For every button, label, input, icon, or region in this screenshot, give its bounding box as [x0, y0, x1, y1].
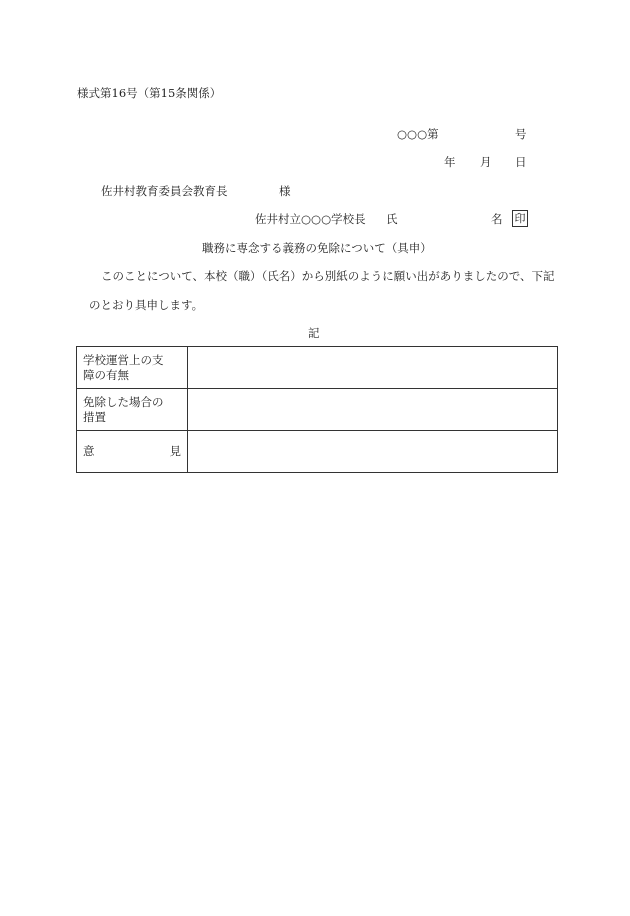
row-value-impact[interactable] — [188, 347, 558, 389]
opinion-label-left: 意 — [83, 444, 95, 458]
table-row — [77, 431, 558, 473]
body-line-2: のとおり具申します。 — [89, 298, 204, 312]
sender-shi: 氏 — [386, 212, 398, 226]
date-day: 日 — [515, 155, 527, 169]
table-row — [77, 389, 558, 431]
sender-title: 佐井村立○○○学校長 — [255, 212, 366, 226]
ki-heading: 記 — [308, 326, 320, 340]
table-row — [77, 347, 558, 389]
seal-mark: 印 — [512, 210, 528, 227]
addressee-honorific: 様 — [279, 184, 291, 198]
date-month: 月 — [480, 155, 492, 169]
opinion-label-right: 見 — [169, 444, 181, 458]
subject-title: 職務に専念する義務の免除について（具申） — [202, 241, 432, 255]
row-label-line: 障の有無 — [83, 367, 129, 382]
date-year: 年 — [444, 155, 456, 169]
record-table — [76, 346, 558, 473]
addressee-name: 佐井村教育委員会教育長 — [101, 184, 228, 198]
row-label-opinion — [77, 431, 188, 473]
row-label-impact — [77, 347, 188, 389]
row-label-line: 措置 — [83, 409, 106, 424]
row-value-measures[interactable] — [188, 389, 558, 431]
row-label-measures — [77, 389, 188, 431]
sender-mei: 名 — [491, 212, 503, 226]
row-label-line: 学校運営上の支 — [83, 352, 164, 367]
row-value-opinion[interactable] — [188, 431, 558, 473]
form-number: 様式第16号（第15条関係） — [77, 86, 222, 100]
document-number-prefix: ○○○第 — [397, 127, 439, 141]
row-label-line: 免除した場合の — [83, 394, 164, 409]
document-number-suffix: 号 — [515, 127, 527, 141]
body-line-1: このことについて、本校（職）（氏名）から別紙のように願い出がありましたので、下記 — [101, 269, 555, 283]
